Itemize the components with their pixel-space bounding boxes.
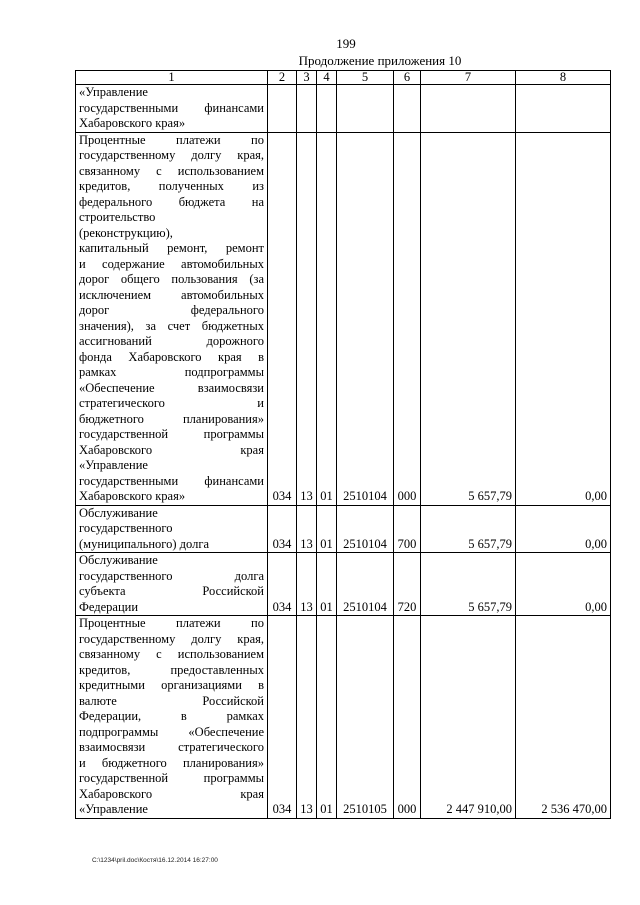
column-header-6: 6 (394, 71, 421, 85)
page-number: 199 (336, 36, 356, 51)
name-line: дорог федерального (79, 303, 264, 317)
name-line: Хабаровского края (79, 442, 264, 457)
name-line: связанному с использованием (79, 163, 264, 178)
cell-section: 13 (297, 505, 317, 553)
cell-ved: 034 (268, 616, 297, 819)
name-line: (муниципального) долга (79, 536, 210, 551)
cell-ved: 034 (268, 132, 297, 505)
name-line: рамках подпрограммы (79, 365, 264, 379)
name-line: кредитными организациями в (79, 678, 264, 692)
cell-section: 13 (297, 616, 317, 819)
column-header-5: 5 (337, 71, 394, 85)
cell-section (297, 85, 317, 133)
cell-amount-year2: 0,00 (516, 505, 611, 553)
name-line: «Управление (79, 458, 148, 472)
name-line: государственной программы (79, 771, 264, 785)
name-line: субъекта Российской (79, 584, 264, 598)
name-line: Обслуживание (79, 553, 158, 567)
name-line: Процентные платежи по (79, 132, 264, 147)
name-line: кредитов, предоставленных (79, 662, 264, 677)
cell-expense-type: 720 (394, 553, 421, 616)
cell-section: 13 (297, 132, 317, 505)
cell-amount-year2 (516, 85, 611, 133)
table-row (76, 132, 611, 505)
name-line: «Обеспечение взаимосвязи (79, 380, 264, 395)
cell-amount-year2: 0,00 (516, 132, 611, 505)
cell-target-article: 2510104 (337, 553, 394, 616)
name-line: (реконструкцию), (79, 225, 173, 240)
table-row (76, 553, 611, 616)
table-row (76, 505, 611, 553)
file-path-footer: C:\1234\pril.doc\Костя\16.12.2014 16:27:00 (92, 857, 218, 864)
cell-subsection: 01 (317, 505, 337, 553)
cell-amount-year2: 0,00 (516, 553, 611, 616)
cell-name (76, 616, 268, 819)
cell-target-article: 2510104 (337, 132, 394, 505)
cell-subsection: 01 (317, 553, 337, 616)
column-header-8: 8 (516, 71, 611, 85)
name-line: кредитов, полученных из (79, 179, 264, 193)
cell-expense-type (394, 85, 421, 133)
cell-subsection: 01 (317, 616, 337, 819)
name-line: бюджетного планирования» (79, 411, 264, 426)
table-header-row (76, 71, 611, 85)
cell-expense-type: 000 (394, 616, 421, 819)
cell-section: 13 (297, 553, 317, 616)
name-line: Хабаровского края» (79, 116, 186, 130)
cell-amount-year1 (421, 85, 516, 133)
table-row (76, 616, 611, 819)
name-line: связанному с использованием (79, 647, 264, 661)
column-header-3: 3 (297, 71, 317, 85)
cell-ved: 034 (268, 553, 297, 616)
cell-amount-year1: 2 447 910,00 (421, 616, 516, 819)
name-line: валюте Российской (79, 693, 264, 708)
name-line: Процентные платежи по (79, 616, 264, 630)
name-line: государственному долгу края, (79, 631, 264, 646)
name-line: фонда Хабаровского края в (79, 349, 264, 364)
cell-name (76, 505, 268, 553)
name-line: государственной программы (79, 427, 264, 441)
name-line: стратегического и (79, 396, 264, 410)
name-line: «Управление (79, 85, 148, 99)
name-line: Хабаровского края (79, 786, 264, 801)
name-line: государственного долга (79, 568, 264, 583)
name-line: ассигнований дорожного (79, 334, 264, 348)
cell-ved (268, 85, 297, 133)
name-line: капитальный ремонт, ремонт (79, 241, 264, 255)
name-line: значения), за счет бюджетных (79, 318, 264, 333)
column-header-4: 4 (317, 71, 337, 85)
name-line: и бюджетного планирования» (79, 755, 264, 770)
appendix-continuation-title: Продолжение приложения 10 (298, 53, 462, 68)
name-line: «Управление (79, 802, 148, 816)
cell-amount-year1: 5 657,79 (421, 132, 516, 505)
name-line: Обслуживание (79, 505, 158, 520)
name-line: государственными финансами (79, 473, 264, 488)
name-line: федерального бюджета на (79, 194, 264, 209)
cell-amount-year2: 2 536 470,00 (516, 616, 611, 819)
table-row (76, 85, 611, 133)
name-line: строительство (79, 210, 156, 224)
name-line: Федерации (79, 599, 139, 614)
name-line: государственными финансами (79, 100, 264, 115)
cell-amount-year1: 5 657,79 (421, 505, 516, 553)
name-line: и содержание автомобильных (79, 256, 264, 271)
cell-name (76, 132, 268, 505)
name-line: подпрограммы «Обеспечение (79, 724, 264, 739)
cell-expense-type: 700 (394, 505, 421, 553)
name-line: государственного (79, 521, 173, 535)
cell-target-article: 2510104 (337, 505, 394, 553)
name-line: исключением автомобильных (79, 287, 264, 302)
cell-ved: 034 (268, 505, 297, 553)
column-header-1: 1 (76, 71, 268, 85)
cell-name (76, 85, 268, 133)
cell-subsection (317, 85, 337, 133)
name-line: взаимосвязи стратегического (79, 740, 264, 754)
name-line: дорог общего пользования (за (79, 272, 264, 286)
cell-amount-year1: 5 657,79 (421, 553, 516, 616)
name-line: Федерации, в рамках (79, 709, 264, 723)
name-line: государственному долгу края, (79, 148, 264, 162)
cell-subsection: 01 (317, 132, 337, 505)
budget-table (75, 70, 611, 819)
column-header-2: 2 (268, 71, 297, 85)
cell-target-article: 2510105 (337, 616, 394, 819)
column-header-7: 7 (421, 71, 516, 85)
cell-name (76, 553, 268, 616)
cell-expense-type: 000 (394, 132, 421, 505)
cell-target-article (337, 85, 394, 133)
name-line: Хабаровского края» (79, 489, 186, 503)
